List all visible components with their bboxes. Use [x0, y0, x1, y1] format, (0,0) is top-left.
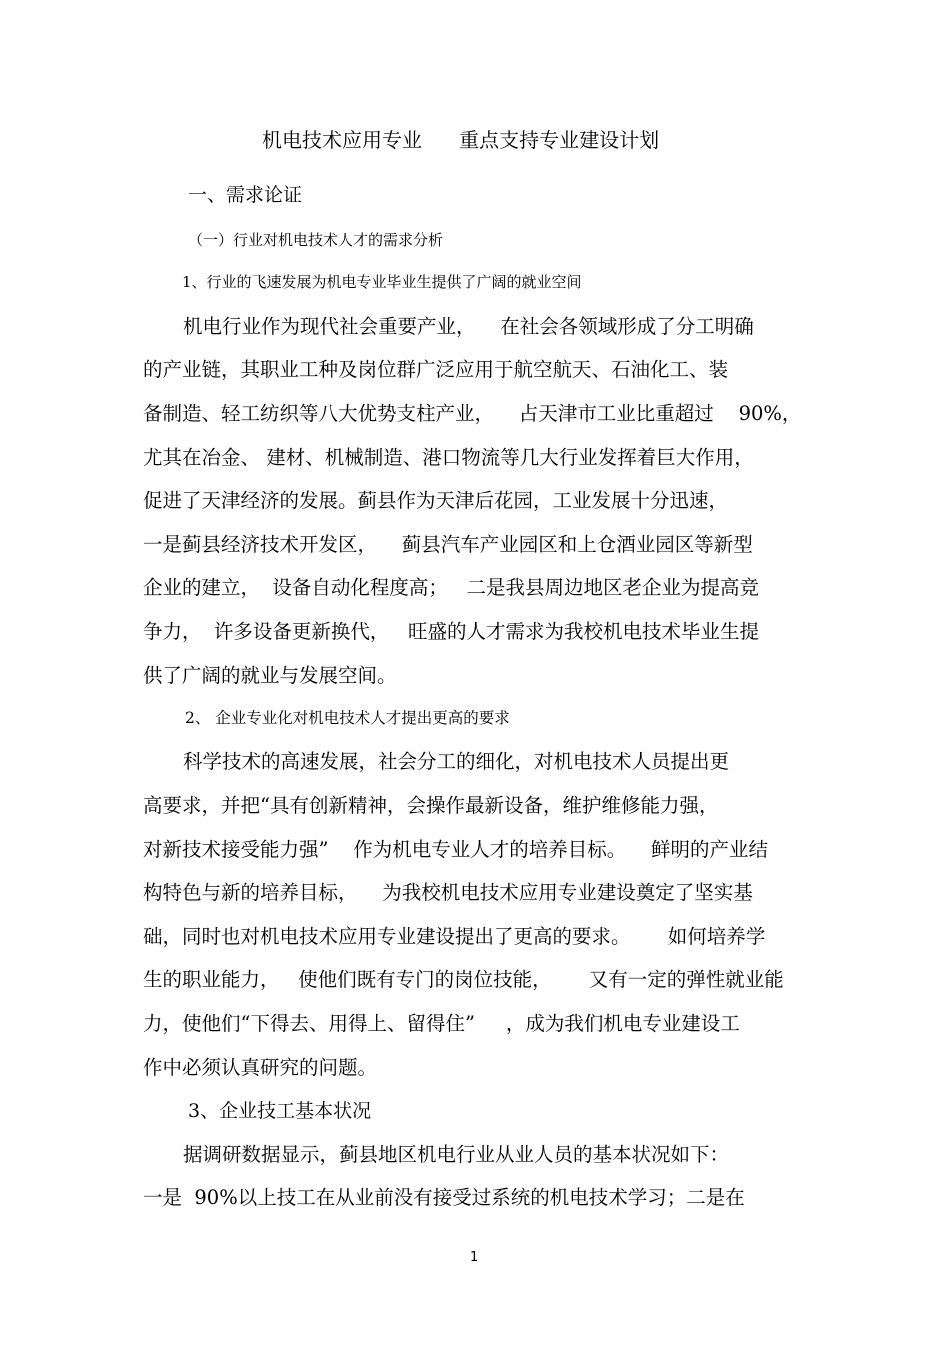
paragraph-line: 备制造、轻工纺织等八大优势支柱产业， 占天津市工业比重超过 90%，	[143, 402, 802, 425]
paragraph-line: 构特色与新的培养目标， 为我校机电技术应用专业建设奠定了坚实基	[143, 881, 753, 904]
paragraph-line: 科学技术的高速发展，社会分工的细化，对机电技术人员提出更	[183, 750, 730, 773]
page-number: 1	[470, 1250, 479, 1265]
paragraph-line: 促进了天津经济的发展。蓟县作为天津后花园，工业发展十分迅速，	[143, 489, 729, 512]
paragraph-line: 一是 90%以上技工在从业前没有接受过系统的机电技术学习；二是在	[143, 1186, 745, 1209]
item-heading-3: 3、企业技工基本状况	[188, 1100, 372, 1122]
paragraph-line: 尤其在冶金、 建材、机械制造、港口物流等几大行业发挥着巨大作用，	[143, 446, 754, 469]
section-heading-demand: 一、需求论证	[188, 184, 303, 206]
paragraph-line: 据调研数据显示，蓟县地区机电行业从业人员的基本状况如下：	[183, 1143, 730, 1166]
paragraph-line: 础，同时也对机电技术应用专业建设提出了更高的要求。 如何培养学	[143, 925, 766, 948]
paragraph-line: 对新技术接受能力强” 作为机电专业人才的培养目标。 鲜明的产业结	[143, 838, 769, 861]
paragraph-line: 供了广阔的就业与发展空间。	[143, 664, 397, 687]
paragraph-line: 机电行业作为现代社会重要产业， 在社会各领域形成了分工明确	[183, 315, 754, 338]
paragraph-line: 的产业链，其职业工种及岗位群广泛应用于航空航天、石油化工、装	[143, 358, 729, 381]
document-title: 机电技术应用专业 重点支持专业建设计划	[262, 128, 660, 152]
paragraph-line: 生的职业能力， 使他们既有专门的岗位技能， 又有一定的弹性就业能	[143, 968, 784, 991]
paragraph-line: 高要求，并把“具有创新精神，会操作最新设备，维护维修能力强，	[143, 794, 719, 817]
paragraph-line: 企业的建立， 设备自动化程度高； 二是我县周边地区老企业为提高竞	[143, 576, 759, 599]
subsection-heading-industry: （一）行业对机电技术人才的需求分析	[188, 231, 444, 249]
paragraph-line: 力，使他们“下得去、用得上、留得住” ，成为我们机电专业建设工	[143, 1012, 740, 1035]
paragraph-line: 争力， 许多设备更新换代， 旺盛的人才需求为我校机电技术毕业生提	[143, 620, 759, 643]
paragraph-line: 一是蓟县经济技术开发区， 蓟县汽车产业园区和上仓酒业园区等新型	[143, 533, 753, 556]
item-heading-2: 2、 企业专业化对机电技术人才提出更高的要求	[185, 709, 510, 727]
paragraph-line: 作中必须认真研究的问题。	[143, 1056, 378, 1079]
item-heading-1: 1、行业的飞速发展为机电专业毕业生提供了广阔的就业空间	[182, 273, 582, 291]
